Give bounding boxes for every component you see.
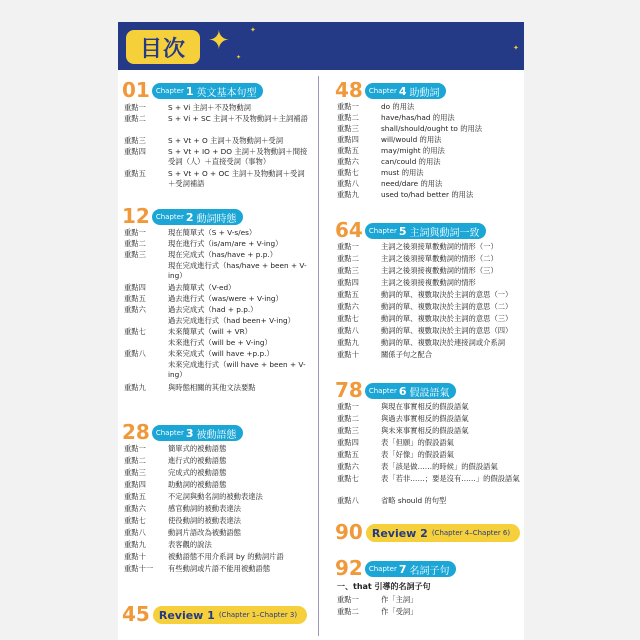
item-key: 重點三 bbox=[337, 426, 359, 435]
item-key: 重點一 bbox=[337, 242, 359, 251]
item-text: 動詞的單、複數取決於連接詞或介系詞 bbox=[381, 338, 506, 347]
review-word: Review 1 bbox=[158, 608, 215, 622]
chapter-page-number: 48 bbox=[335, 78, 363, 102]
item-text: 現在進行式（is/am/are + V-ing） bbox=[168, 239, 283, 248]
chapter-number: 7 bbox=[398, 562, 407, 576]
item-text: 動詞的單、複數取決於主詞的意思（二） bbox=[381, 302, 513, 311]
chapter-page-number: 12 bbox=[122, 204, 150, 228]
item-key: 重點五 bbox=[337, 290, 359, 299]
item-key: 重點六 bbox=[337, 462, 359, 471]
item-text: shall/should/ought to 的用法 bbox=[381, 124, 483, 133]
chapter-page-number: 78 bbox=[335, 378, 363, 402]
item-text: 過去完成進行式（had been+ V-ing） bbox=[168, 316, 295, 325]
toc-item[interactable] bbox=[124, 360, 310, 380]
toc-item[interactable] bbox=[337, 242, 523, 252]
toc-item[interactable] bbox=[124, 492, 310, 502]
item-text: do 的用法 bbox=[381, 102, 415, 111]
review-pill bbox=[153, 606, 307, 624]
item-text: 與未來事實相反的假設語氣 bbox=[381, 426, 469, 435]
item-key: 重點一 bbox=[337, 595, 359, 604]
item-key: 重點六 bbox=[337, 302, 359, 311]
item-text: 現在完成式（has/have + p.p.） bbox=[168, 250, 277, 259]
toc-item[interactable] bbox=[124, 228, 310, 238]
toc-item[interactable] bbox=[337, 124, 523, 134]
item-text: 與時態相關的其他文法要點 bbox=[168, 383, 256, 392]
chapter-heading[interactable] bbox=[335, 556, 456, 578]
toc-item[interactable] bbox=[124, 480, 310, 490]
chapter-page-number: 64 bbox=[335, 218, 363, 242]
item-key: 重點九 bbox=[337, 338, 359, 347]
toc-item[interactable] bbox=[124, 383, 310, 393]
chapter-pill bbox=[152, 83, 263, 99]
item-key: 重點一 bbox=[124, 228, 146, 237]
toc-item[interactable] bbox=[337, 290, 523, 300]
item-key bbox=[124, 261, 168, 281]
chapter-number: 6 bbox=[398, 384, 407, 398]
item-key: 重點八 bbox=[337, 179, 359, 188]
item-text: 現在簡單式（S + V-s/es） bbox=[168, 228, 257, 237]
toc-item[interactable] bbox=[124, 294, 310, 304]
item-text: 作「受詞」 bbox=[381, 607, 418, 616]
toc-item[interactable] bbox=[337, 254, 523, 264]
toc-item[interactable] bbox=[337, 607, 523, 617]
item-key: 重點七 bbox=[124, 516, 146, 525]
item-text: 動詞的單、複數取決於主詞的意思（一） bbox=[381, 290, 513, 299]
chapter-pill bbox=[152, 425, 243, 441]
chapter-word: Chapter bbox=[368, 565, 397, 573]
chapter-word: Chapter bbox=[155, 213, 184, 221]
toc-item[interactable] bbox=[337, 179, 523, 189]
item-key: 重點二 bbox=[337, 414, 359, 423]
chapter-number: 5 bbox=[398, 224, 407, 238]
chapter-heading[interactable] bbox=[122, 78, 263, 100]
item-text: 關係子句之配合 bbox=[381, 350, 433, 359]
toc-item[interactable] bbox=[124, 103, 310, 113]
section-subheading: 一、that 引導的名詞子句 bbox=[337, 582, 431, 591]
item-text: 不定詞與動名詞的被動表達法 bbox=[168, 492, 263, 501]
item-key: 重點三 bbox=[337, 266, 359, 275]
toc-item[interactable] bbox=[337, 113, 523, 123]
item-text: 助動詞的被動語態 bbox=[168, 480, 227, 489]
toc-item[interactable] bbox=[124, 327, 310, 337]
toc-item[interactable] bbox=[124, 516, 310, 526]
item-text: S + Vi + SC 主詞＋不及物動詞＋主詞補語 bbox=[168, 114, 308, 123]
chapter-word: Chapter bbox=[368, 387, 397, 395]
item-text: used to/had better 的用法 bbox=[381, 190, 474, 199]
item-text: 有些動詞或片語不能用被動語態 bbox=[168, 564, 271, 573]
toc-item[interactable] bbox=[124, 338, 310, 348]
toc-item[interactable] bbox=[124, 114, 310, 124]
item-key: 重點四 bbox=[337, 438, 359, 447]
star-icon: ✦ bbox=[513, 44, 519, 52]
item-text: 表「但願」的假設語氣 bbox=[381, 438, 454, 447]
chapter-word: Chapter bbox=[155, 429, 184, 437]
column-divider bbox=[318, 76, 319, 636]
toc-item[interactable] bbox=[337, 266, 523, 276]
item-key: 重點十 bbox=[337, 350, 359, 359]
toc-item[interactable] bbox=[124, 444, 310, 454]
item-text: 主詞之後須接複數動詞的情形 bbox=[381, 278, 476, 287]
item-text: 現在完成進行式（has/have + been + V-ing） bbox=[168, 261, 307, 280]
toc-item[interactable] bbox=[337, 135, 523, 145]
item-key: 重點一 bbox=[337, 102, 359, 111]
item-text: 過去完成式（had + p.p.） bbox=[168, 305, 258, 314]
item-text: 過去進行式（was/were + V-ing） bbox=[168, 294, 283, 303]
item-text: 完成式的被動語態 bbox=[168, 468, 227, 477]
toc-item[interactable] bbox=[124, 468, 310, 478]
item-text: may/might 的用法 bbox=[381, 146, 445, 155]
review-word: Review 2 bbox=[371, 526, 428, 540]
star-icon: ✦ bbox=[208, 26, 230, 56]
item-text: 與現在事實相反的假設語氣 bbox=[381, 402, 469, 411]
item-text: 主詞之後須接單數動詞的情形（一） bbox=[381, 242, 498, 251]
chapter-heading[interactable] bbox=[122, 204, 243, 226]
item-text: 動詞的單、複數取決於主詞的意思（四） bbox=[381, 326, 513, 335]
chapter-title: 名詞子句 bbox=[409, 565, 450, 577]
item-key: 重點二 bbox=[124, 114, 146, 123]
toc-item[interactable] bbox=[124, 239, 310, 249]
item-text: need/dare 的用法 bbox=[381, 179, 443, 188]
item-key: 重點二 bbox=[337, 254, 359, 263]
toc-item[interactable] bbox=[337, 190, 523, 200]
toc-item[interactable] bbox=[337, 157, 523, 167]
chapter-number: 4 bbox=[398, 84, 407, 98]
toc-title-box bbox=[126, 30, 200, 64]
item-text: 未來簡單式（will + VR） bbox=[168, 327, 252, 336]
item-text: 感官動詞的被動表達法 bbox=[168, 504, 241, 513]
item-key: 重點三 bbox=[337, 124, 359, 133]
item-key: 重點八 bbox=[124, 528, 146, 537]
item-text: 省略 should 的句型 bbox=[381, 496, 447, 505]
item-key: 重點八 bbox=[337, 326, 359, 335]
review-range: (Chapter 1–Chapter 3) bbox=[218, 611, 298, 619]
item-text: S + Vt + O 主詞＋及物動詞＋受詞 bbox=[168, 136, 284, 145]
item-text: 作「主詞」 bbox=[381, 595, 418, 604]
item-key: 重點十一 bbox=[124, 564, 154, 573]
item-text: 動詞的單、複數取決於主詞的意思（三） bbox=[381, 314, 513, 323]
review-pill bbox=[366, 524, 520, 542]
item-text: 未來完成式（will have +p.p.） bbox=[168, 349, 274, 358]
item-key: 重點五 bbox=[337, 146, 359, 155]
toc-item[interactable] bbox=[124, 528, 310, 538]
chapter-title: 動詞時態 bbox=[196, 213, 237, 225]
item-key: 重點七 bbox=[337, 168, 359, 177]
item-key: 重點二 bbox=[124, 456, 146, 465]
toc-item[interactable] bbox=[337, 278, 523, 288]
chapter-pill bbox=[365, 83, 446, 99]
toc-item[interactable] bbox=[337, 462, 523, 472]
item-key: 重點一 bbox=[124, 103, 146, 112]
item-key: 重點四 bbox=[337, 278, 359, 287]
item-key: 重點五 bbox=[124, 492, 146, 501]
item-key: 重點三 bbox=[124, 250, 146, 259]
item-key: 重點七 bbox=[124, 327, 146, 336]
chapter-page-number: 28 bbox=[122, 420, 150, 444]
toc-item[interactable] bbox=[124, 136, 310, 146]
item-key: 重點三 bbox=[124, 468, 146, 477]
toc-item[interactable] bbox=[124, 305, 310, 315]
item-text: 過去簡單式（V-ed） bbox=[168, 283, 236, 292]
item-key: 重點三 bbox=[124, 136, 146, 145]
toc-item[interactable] bbox=[337, 438, 523, 448]
chapter-heading[interactable] bbox=[335, 378, 456, 400]
item-key: 重點六 bbox=[337, 157, 359, 166]
item-text: 被動語態不用介系詞 by 的動詞片語 bbox=[168, 552, 284, 561]
item-key: 重點八 bbox=[124, 349, 146, 358]
item-key: 重點五 bbox=[124, 294, 146, 303]
item-text: 與過去事實相反的假設語氣 bbox=[381, 414, 469, 423]
item-key: 重點九 bbox=[124, 383, 146, 392]
chapter-title: 假設語氣 bbox=[409, 387, 450, 399]
item-text: 簡單式的被動語態 bbox=[168, 444, 227, 453]
item-key: 重點四 bbox=[124, 283, 146, 292]
toc-title: 目次 bbox=[139, 36, 186, 62]
toc-item[interactable] bbox=[124, 552, 310, 562]
item-text: S + Vi 主詞＋不及物動詞 bbox=[168, 103, 251, 112]
item-key bbox=[124, 316, 168, 326]
item-text: will/would 的用法 bbox=[381, 135, 442, 144]
star-icon: ✦ bbox=[236, 54, 242, 61]
chapter-heading[interactable] bbox=[122, 420, 243, 442]
toc-item[interactable] bbox=[124, 147, 310, 167]
item-text: 主詞之後須接單數動詞的情形（二） bbox=[381, 254, 498, 263]
item-key: 重點十 bbox=[124, 552, 146, 561]
chapter-title: 被動語態 bbox=[196, 429, 237, 441]
toc-item[interactable] bbox=[124, 316, 310, 326]
item-key: 重點九 bbox=[124, 540, 146, 549]
toc-item[interactable] bbox=[337, 168, 523, 178]
item-key: 重點五 bbox=[124, 169, 146, 178]
chapter-word: Chapter bbox=[155, 87, 184, 95]
item-key: 重點二 bbox=[124, 239, 146, 248]
toc-item[interactable] bbox=[337, 338, 523, 348]
review-range: (Chapter 4–Chapter 6) bbox=[431, 529, 511, 537]
toc-item[interactable] bbox=[337, 326, 523, 336]
item-key bbox=[124, 338, 168, 348]
toc-item[interactable] bbox=[337, 426, 523, 436]
item-text: 表「好像」的假設語氣 bbox=[381, 450, 454, 459]
item-text: 動詞片語改為被動語態 bbox=[168, 528, 241, 537]
toc-item[interactable] bbox=[124, 250, 310, 260]
chapter-page-number: 92 bbox=[335, 556, 363, 580]
toc-item[interactable] bbox=[337, 450, 523, 460]
review-page-number: 90 bbox=[335, 520, 363, 544]
item-text: 使役動詞的被動表達法 bbox=[168, 516, 241, 525]
item-text: 進行式的被動語態 bbox=[168, 456, 227, 465]
chapter-word: Chapter bbox=[368, 87, 397, 95]
item-key: 重點一 bbox=[124, 444, 146, 453]
chapter-pill bbox=[152, 209, 243, 225]
item-key: 重點六 bbox=[124, 305, 146, 314]
item-key: 重點四 bbox=[124, 147, 146, 156]
item-text: 表客觀的說法 bbox=[168, 540, 212, 549]
chapter-number: 1 bbox=[185, 84, 194, 98]
chapter-pill bbox=[365, 383, 456, 399]
toc-page bbox=[118, 22, 524, 640]
item-text: 主詞之後須接複數動詞的情形（三） bbox=[381, 266, 498, 275]
toc-item[interactable] bbox=[337, 402, 523, 412]
item-key: 重點四 bbox=[337, 135, 359, 144]
chapter-heading[interactable] bbox=[335, 218, 486, 240]
header-band bbox=[118, 22, 524, 70]
toc-item[interactable] bbox=[337, 302, 523, 312]
chapter-pill bbox=[365, 561, 456, 577]
toc-item[interactable] bbox=[124, 540, 310, 550]
toc-item[interactable] bbox=[337, 146, 523, 156]
toc-item[interactable] bbox=[124, 349, 310, 359]
item-text: 表「若非……；要是沒有……」的假設語氣 bbox=[381, 474, 520, 483]
item-key: 重點二 bbox=[337, 113, 359, 122]
toc-item[interactable] bbox=[337, 102, 523, 112]
item-key: 重點九 bbox=[337, 190, 359, 199]
item-key: 重點五 bbox=[337, 450, 359, 459]
item-text: S + Vt + O + OC 主詞＋及物動詞＋受詞＋受詞補語 bbox=[168, 169, 305, 188]
chapter-title: 主詞與動詞一致 bbox=[409, 227, 480, 239]
item-text: have/has/had 的用法 bbox=[381, 113, 455, 122]
toc-item[interactable] bbox=[124, 169, 310, 189]
chapter-title: 助動詞 bbox=[409, 87, 440, 99]
item-text: 未來進行式（will be + V-ing） bbox=[168, 338, 272, 347]
toc-item[interactable] bbox=[124, 283, 310, 293]
toc-item[interactable] bbox=[124, 261, 310, 281]
toc-item[interactable] bbox=[337, 474, 523, 484]
item-key bbox=[124, 360, 168, 380]
review-heading[interactable] bbox=[335, 520, 520, 542]
item-key: 重點四 bbox=[124, 480, 146, 489]
item-key: 重點七 bbox=[337, 314, 359, 323]
item-key: 重點七 bbox=[337, 474, 359, 483]
review-heading[interactable] bbox=[122, 602, 307, 624]
chapter-title: 英文基本句型 bbox=[196, 87, 257, 99]
chapter-page-number: 01 bbox=[122, 78, 150, 102]
toc-item[interactable] bbox=[124, 456, 310, 466]
toc-item[interactable] bbox=[337, 414, 523, 424]
chapter-pill bbox=[365, 223, 486, 239]
item-text: 表「該是做……的時候」的假設語氣 bbox=[381, 462, 498, 471]
chapter-word: Chapter bbox=[368, 227, 397, 235]
chapter-number: 2 bbox=[185, 210, 194, 224]
item-key: 重點八 bbox=[337, 496, 359, 505]
item-text: S + Vt + IO + DO 主詞＋及物動詞＋間接受詞（人）＋直接受詞（事物） bbox=[168, 147, 308, 166]
item-text: can/could 的用法 bbox=[381, 157, 441, 166]
chapter-number: 3 bbox=[185, 426, 194, 440]
item-key: 重點一 bbox=[337, 402, 359, 411]
item-key: 重點二 bbox=[337, 607, 359, 616]
item-text: must 的用法 bbox=[381, 168, 424, 177]
chapter-heading[interactable] bbox=[335, 78, 446, 100]
toc-item[interactable] bbox=[337, 314, 523, 324]
toc-item[interactable] bbox=[337, 496, 523, 506]
star-icon: ✦ bbox=[250, 26, 256, 34]
item-key: 重點六 bbox=[124, 504, 146, 513]
review-page-number: 45 bbox=[122, 602, 150, 626]
toc-item[interactable] bbox=[337, 350, 523, 360]
toc-item[interactable] bbox=[337, 595, 523, 605]
toc-item[interactable] bbox=[124, 504, 310, 514]
item-text: 未來完成進行式（will have + been + V-ing） bbox=[168, 360, 306, 379]
toc-item[interactable] bbox=[124, 564, 310, 574]
